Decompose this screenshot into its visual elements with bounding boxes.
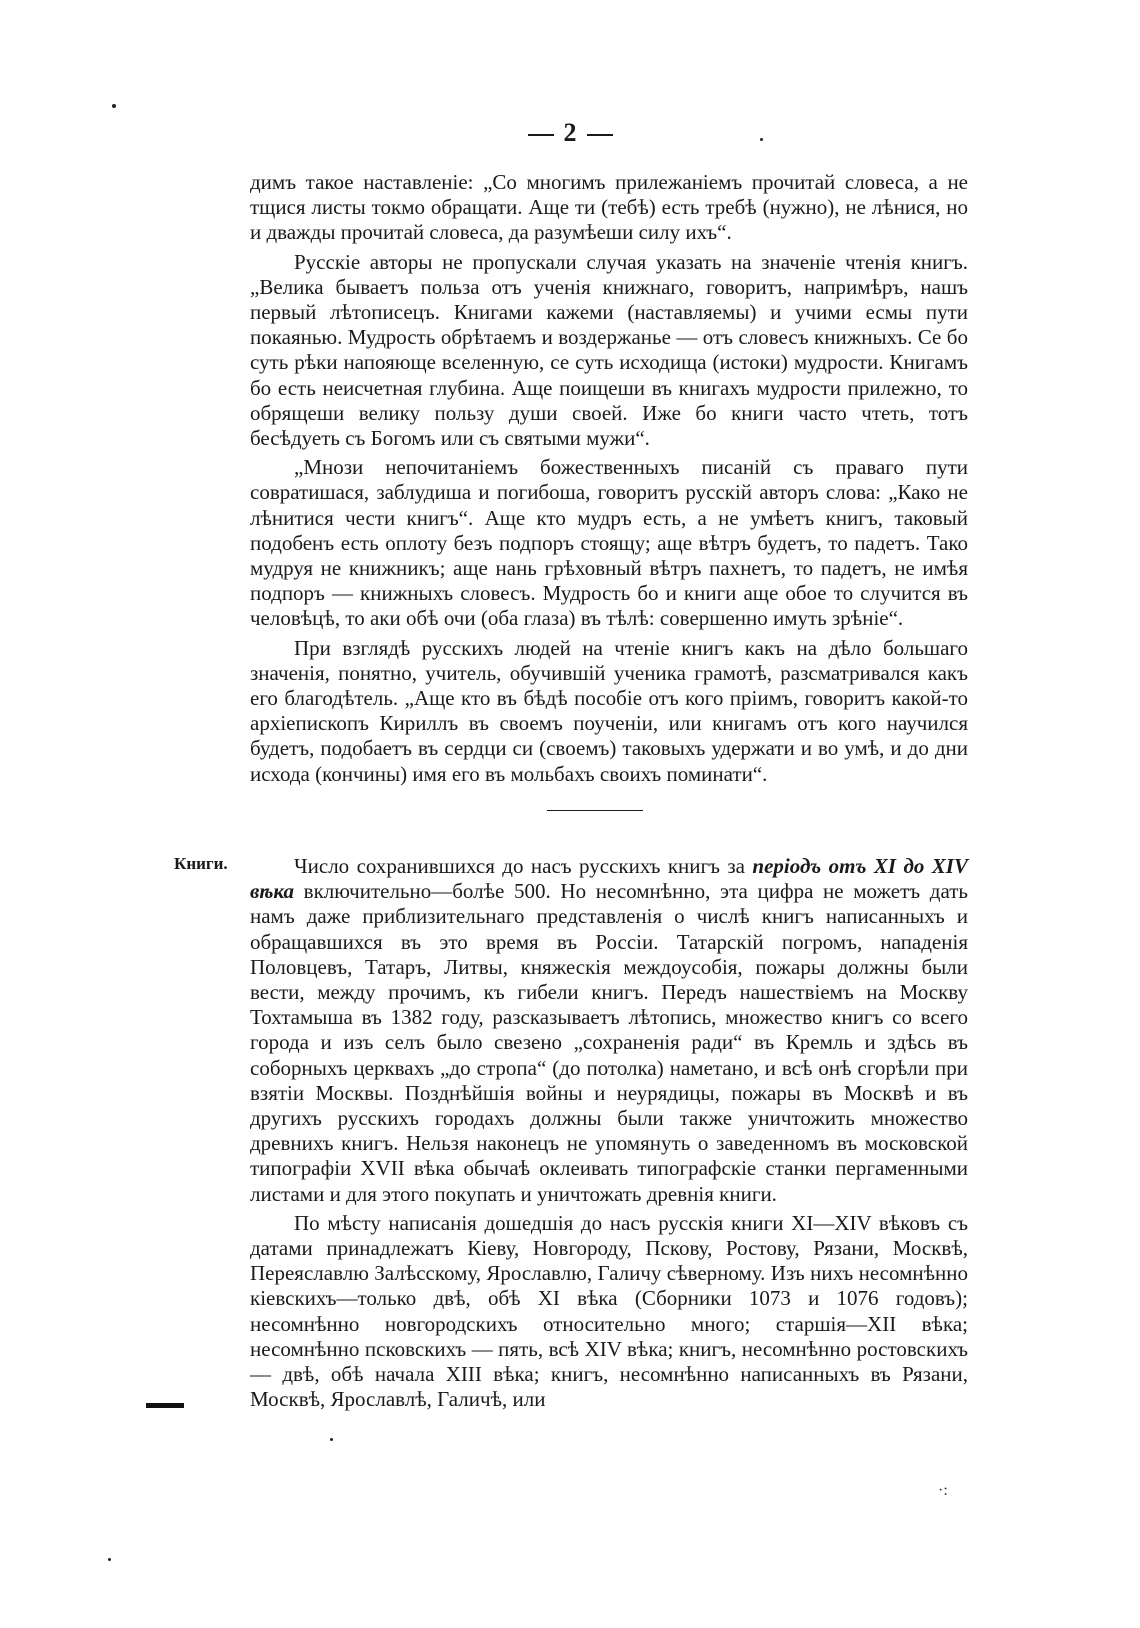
scan-speck <box>760 138 763 141</box>
scan-speck <box>330 1438 333 1441</box>
paragraph-surviving-books-start: Число сохранившихся до насъ русскихъ книгъ за <box>294 854 753 878</box>
scan-edge-mark <box>146 1403 184 1408</box>
paragraph-continuation: димъ такое наставленіе: „Со многимъ прилежаніемъ прочитай словеса, а не тщися листы токмо обращати. Аще ти (тебѣ) есть требѣ (нужно), не лѣнися, но и дважды прочитай словеса, да разумѣеши силу ихъ“. <box>250 170 968 245</box>
scan-corner-mark: ·: <box>938 1482 948 1499</box>
paragraph-places-of-writing: По мѣсту написанія дошедшія до насъ русскія книги XI—XIV вѣковъ съ датами принадлежатъ Кіеву, Новгороду, Пскову, Ростову, Рязани, Москвѣ, Переяславлю Залѣсскому, Ярославлю, Галичу сѣверному. Изъ нихъ несомнѣнно кіевскихъ—только двѣ, обѣ XI вѣка (Сборники 1073 и 1076 годовъ); несомнѣнно новгородскихъ относительно много; старшія—XII вѣка; несомнѣнно псковскихъ — пять, всѣ XIV вѣка; книгъ, несомнѣнно ростовскихъ — двѣ, обѣ начала XIII вѣка; книгъ, несомнѣнно написанныхъ въ Рязани, Москвѣ, Ярославлѣ, Галичѣ, или <box>250 1210 968 1412</box>
page-number-dash-left <box>528 134 554 136</box>
page-number-value: 2 <box>563 118 577 147</box>
paragraph-diligence-quote: „Мнози непочитаніемъ божественныхъ писаній съ праваго пути совратишася, заблудиша и погибоша, говоритъ русскій авторъ слова: „Како не лѣнитися чести книгъ“. Аще кто мудръ есть, а не умѣетъ книгъ, таковый подобенъ есть оплоту безъ подпоръ стоящу; аще вѣтръ будетъ, то падетъ. Тако мудруя не книжникъ; аще нань грѣховный вѣтръ пахнетъ, то падетъ, не имѣя подпоръ — книжныхъ словесъ. Мудрость бо и книги аще обое то случится въ человѣцѣ, то аки обѣ очи (оба глаза) въ тѣлѣ: совершенно имуть зрѣніе“. <box>250 455 968 631</box>
section-books <box>250 850 968 1412</box>
paragraph-surviving-books-rest: включительно—болѣе 500. Но несомнѣнно, эта цифра не можетъ дать намъ даже приблизительнаго представленія о числѣ книгъ написанныхъ и обращавшихся въ это время въ Россіи. Татарскій погромъ, нападенія Половцевъ, Татаръ, Литвы, княжескія междоусобія, пожары должны были вести, между прочимъ, къ гибели книгъ. Передъ нашествіемъ на Москву Тохтамыша въ 1382 году, разсказываетъ лѣтопись, множество книгъ со всего города и изъ селъ было свезено „сохраненія ради“ въ Кремль и здѣсь въ соборныхъ церквахъ „до стропа“ (до потолка) наметано, и всѣ онѣ сгорѣли при взятіи Москвы. Позднѣйшія войны и неурядицы, пожары въ Москвѣ и въ другихъ русскихъ городахъ должны были также уничтожить множество древнихъ книгъ. Нельзя наконецъ не упомянуть о заведенномъ въ московской типографіи XVII вѣка обычаѣ оклеивать типографскіе станки пергаменными листами и для этого покупать и уничтожать древнія книги. <box>250 879 968 1206</box>
paragraph-chronicler-quote: Русскіе авторы не пропускали случая указать на значеніе чтенія книгъ. „Велика бываетъ польза отъ ученія книжнаго, говоритъ, напримѣръ, нашъ первый лѣтописецъ. Книгами кажеми (наставляемы) и учими есмы пути покаянью. Мудрость обрѣтаемъ и воздержанье — отъ словесъ книжныхъ. Се бо суть рѣки напояюще вселенную, се суть исходища (истоки) мудрости. Книгамъ бо есть неисчетная глубина. Аще поищеши въ книгахъ мудрости прилежно, то обрящеши велику пользу души своей. Иже бо книги часто чтеть, тотъ бесѣдуеть съ Богомъ или съ святыми мужи“. <box>250 249 968 451</box>
section-reading-value <box>250 170 968 787</box>
marginal-note: Книги. <box>174 854 228 873</box>
paragraph-surviving-books <box>250 854 968 1207</box>
page-number-dash-right <box>587 134 613 136</box>
period-emphasis: періодъ отъ XI до XIV вѣка <box>250 854 968 904</box>
paragraph-teacher-benefactor: При взглядѣ русскихъ людей на чтеніе книгъ какъ на дѣло большаго значенія, понятно, учитель, обучившій ученика грамотѣ, разсматривался какъ его благодѣтель. „Аще кто въ бѣдѣ пособіе отъ кого пріимъ, говоритъ какой-то архіепископъ Кириллъ въ своемъ поученіи, или книгамъ отъ кого научился будетъ, подобаетъ въ сердци си (своемъ) таковыхъ удержати и во умѣ, и до дни исхода (кончины) имя его въ мольбахъ своихъ поминати“. <box>250 635 968 786</box>
page-number <box>0 118 1140 148</box>
scan-speck <box>108 1558 111 1561</box>
scan-speck <box>112 104 116 108</box>
section-divider <box>547 810 643 811</box>
